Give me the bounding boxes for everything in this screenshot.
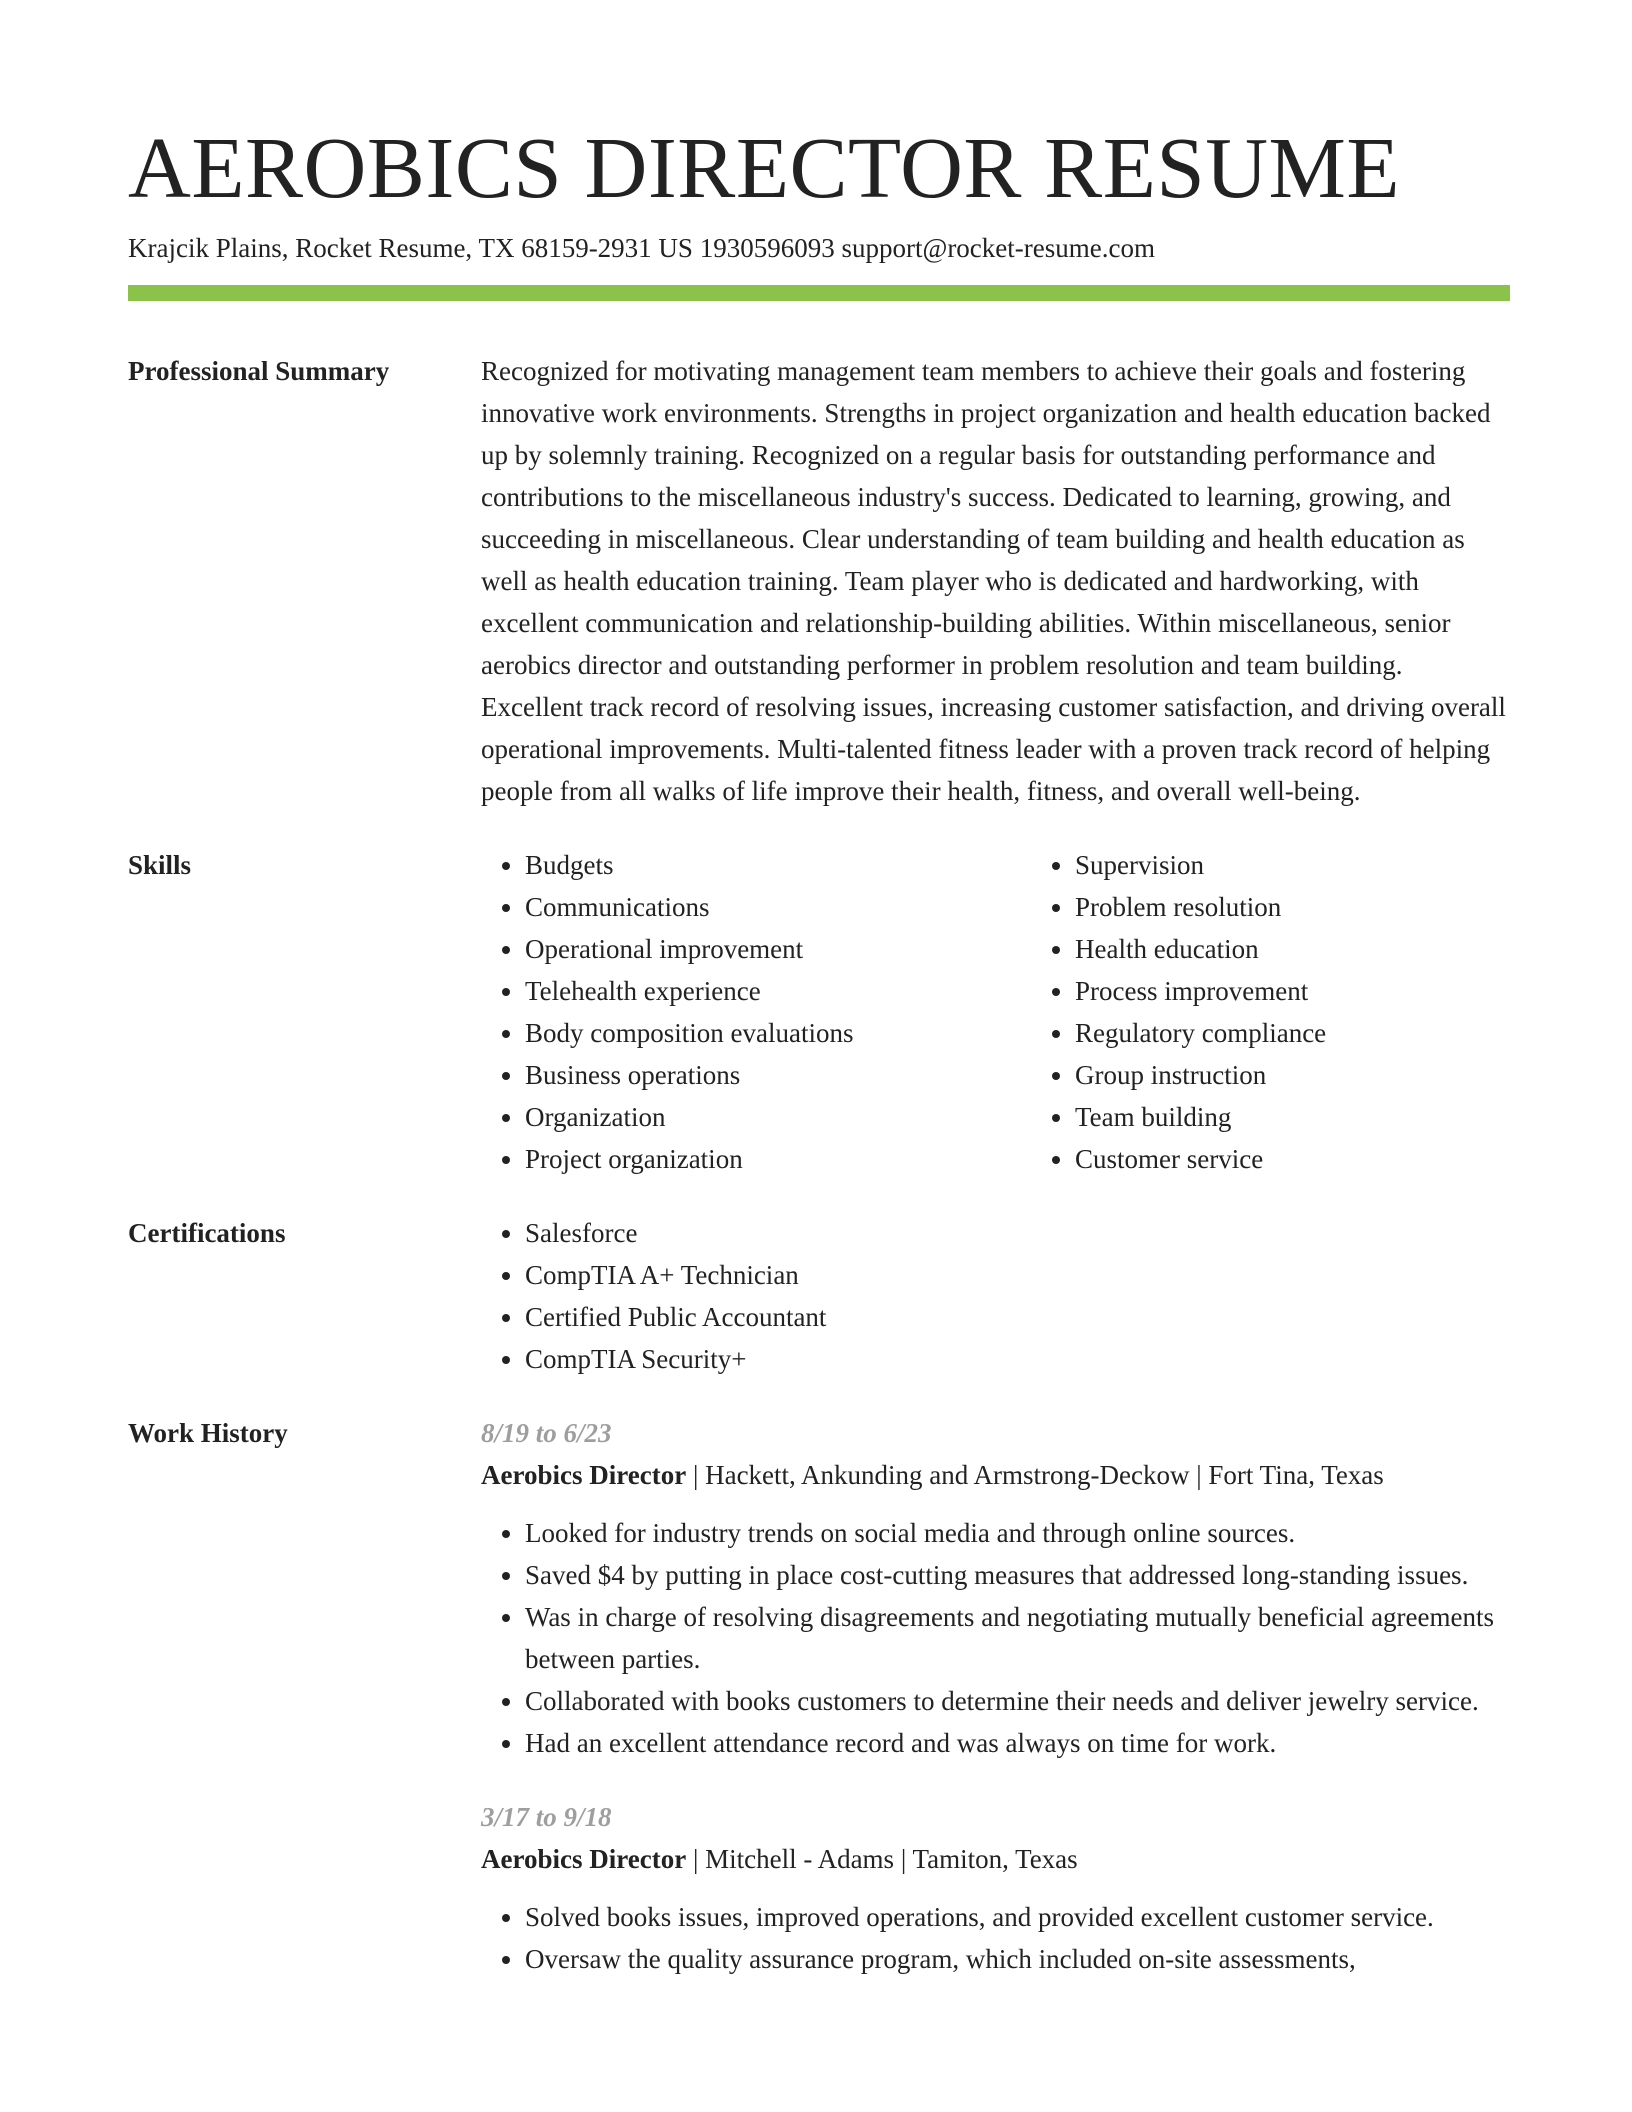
certifications-list [481, 1212, 1510, 1380]
certification-item: • CompTIA Security+ [525, 1338, 1510, 1380]
job-bullet: • Oversaw the quality assurance program, which included on-site assessments, [525, 1938, 1510, 1980]
section-skills [128, 844, 1510, 1180]
skills-list-right [1031, 844, 1581, 1180]
job-dates: 8/19 to 6/23 [481, 1418, 612, 1448]
resume-page [128, 0, 1510, 1980]
section-work-history [128, 1412, 1510, 1980]
section-label-work-history: Work History [128, 1418, 288, 1448]
job-details: | Hackett, Ankunding and Armstrong-Deckow | Fort Tina, Texas [686, 1460, 1384, 1490]
skill-item: • Project organization [525, 1138, 1031, 1180]
skill-item: • Body composition evaluations [525, 1012, 1031, 1054]
job-heading [481, 1454, 1510, 1496]
certifications-body [481, 1212, 1510, 1380]
certification-item: • Salesforce [525, 1212, 1510, 1254]
certification-item: • CompTIA A+ Technician [525, 1254, 1510, 1296]
work-history-body [481, 1412, 1510, 1980]
skill-item: • Business operations [525, 1054, 1031, 1096]
summary-text: Recognized for motivating management team members to achieve their goals and fostering innovative work environments. Strengths in project organization and health education backed up by solemnly training. Recognized on a regular basis for outstanding performance and contributions to the miscellaneous industry's success. Dedicated to learning, growing, and succeeding in miscellaneous. Clear understanding of team building and health education as well as health education training. Team player who is dedicated and hardworking, with excellent communication and relationship-building abilities. Within miscellaneous, senior aerobics director and outstanding performer in problem resolution and team building. Excellent track record of resolving issues, increasing customer satisfaction, and driving overall operational improvements. Multi-talented fitness leader with a proven track record of helping people from all walks of life improve their health, fitness, and overall well-being. [481, 356, 1506, 806]
job-entry [481, 1412, 1510, 1764]
job-details: | Mitchell - Adams | Tamiton, Texas [686, 1844, 1078, 1874]
section-professional-summary [128, 350, 1510, 812]
job-bullets [481, 1896, 1510, 1980]
section-label-summary: Professional Summary [128, 356, 390, 386]
accent-divider [128, 285, 1510, 301]
skill-item: • Supervision [1075, 844, 1581, 886]
job-bullet: • Looked for industry trends on social media and through online sources. [525, 1512, 1510, 1554]
contact-line [128, 230, 1510, 266]
skill-item: • Customer service [1075, 1138, 1581, 1180]
certification-item: • Certified Public Accountant [525, 1296, 1510, 1338]
skills-body [481, 844, 1581, 1180]
skill-item: • Communications [525, 886, 1031, 928]
skill-item: • Health education [1075, 928, 1581, 970]
job-bullets [481, 1512, 1510, 1764]
summary-body [481, 350, 1510, 812]
resume-title: AEROBICS DIRECTOR RESUME [128, 119, 1401, 216]
skill-item: • Budgets [525, 844, 1031, 886]
section-label-skills: Skills [128, 850, 192, 880]
skill-item: • Problem resolution [1075, 886, 1581, 928]
job-bullet: • Had an excellent attendance record and was always on time for work. [525, 1722, 1510, 1764]
job-entry [481, 1796, 1510, 1980]
job-title: Aerobics Director [481, 1844, 687, 1874]
skill-item: • Team building [1075, 1096, 1581, 1138]
skill-item: • Telehealth experience [525, 970, 1031, 1012]
contact-email[interactable]: support@rocket-resume.com [841, 233, 1155, 263]
job-bullet: • Solved books issues, improved operations, and provided excellent customer service. [525, 1896, 1510, 1938]
job-bullet: • Saved $4 by putting in place cost-cutting measures that addressed long-standing issues. [525, 1554, 1510, 1596]
skills-list-left [481, 844, 1031, 1180]
skill-item: • Organization [525, 1096, 1031, 1138]
section-label-certifications: Certifications [128, 1218, 286, 1248]
job-bullet: • Was in charge of resolving disagreements and negotiating mutually beneficial agreements between parties. [525, 1596, 1510, 1680]
job-dates: 3/17 to 9/18 [481, 1802, 612, 1832]
skill-item: • Process improvement [1075, 970, 1581, 1012]
job-title: Aerobics Director [481, 1460, 687, 1490]
skill-item: • Group instruction [1075, 1054, 1581, 1096]
skill-item: • Regulatory compliance [1075, 1012, 1581, 1054]
skill-item: • Operational improvement [525, 928, 1031, 970]
job-bullet: • Collaborated with books customers to determine their needs and deliver jewelry service. [525, 1680, 1510, 1722]
contact-address: Krajcik Plains, Rocket Resume, TX 68159-2931 US [128, 233, 693, 263]
section-certifications [128, 1212, 1510, 1380]
contact-phone: 1930596093 [699, 233, 835, 263]
job-heading [481, 1838, 1510, 1880]
